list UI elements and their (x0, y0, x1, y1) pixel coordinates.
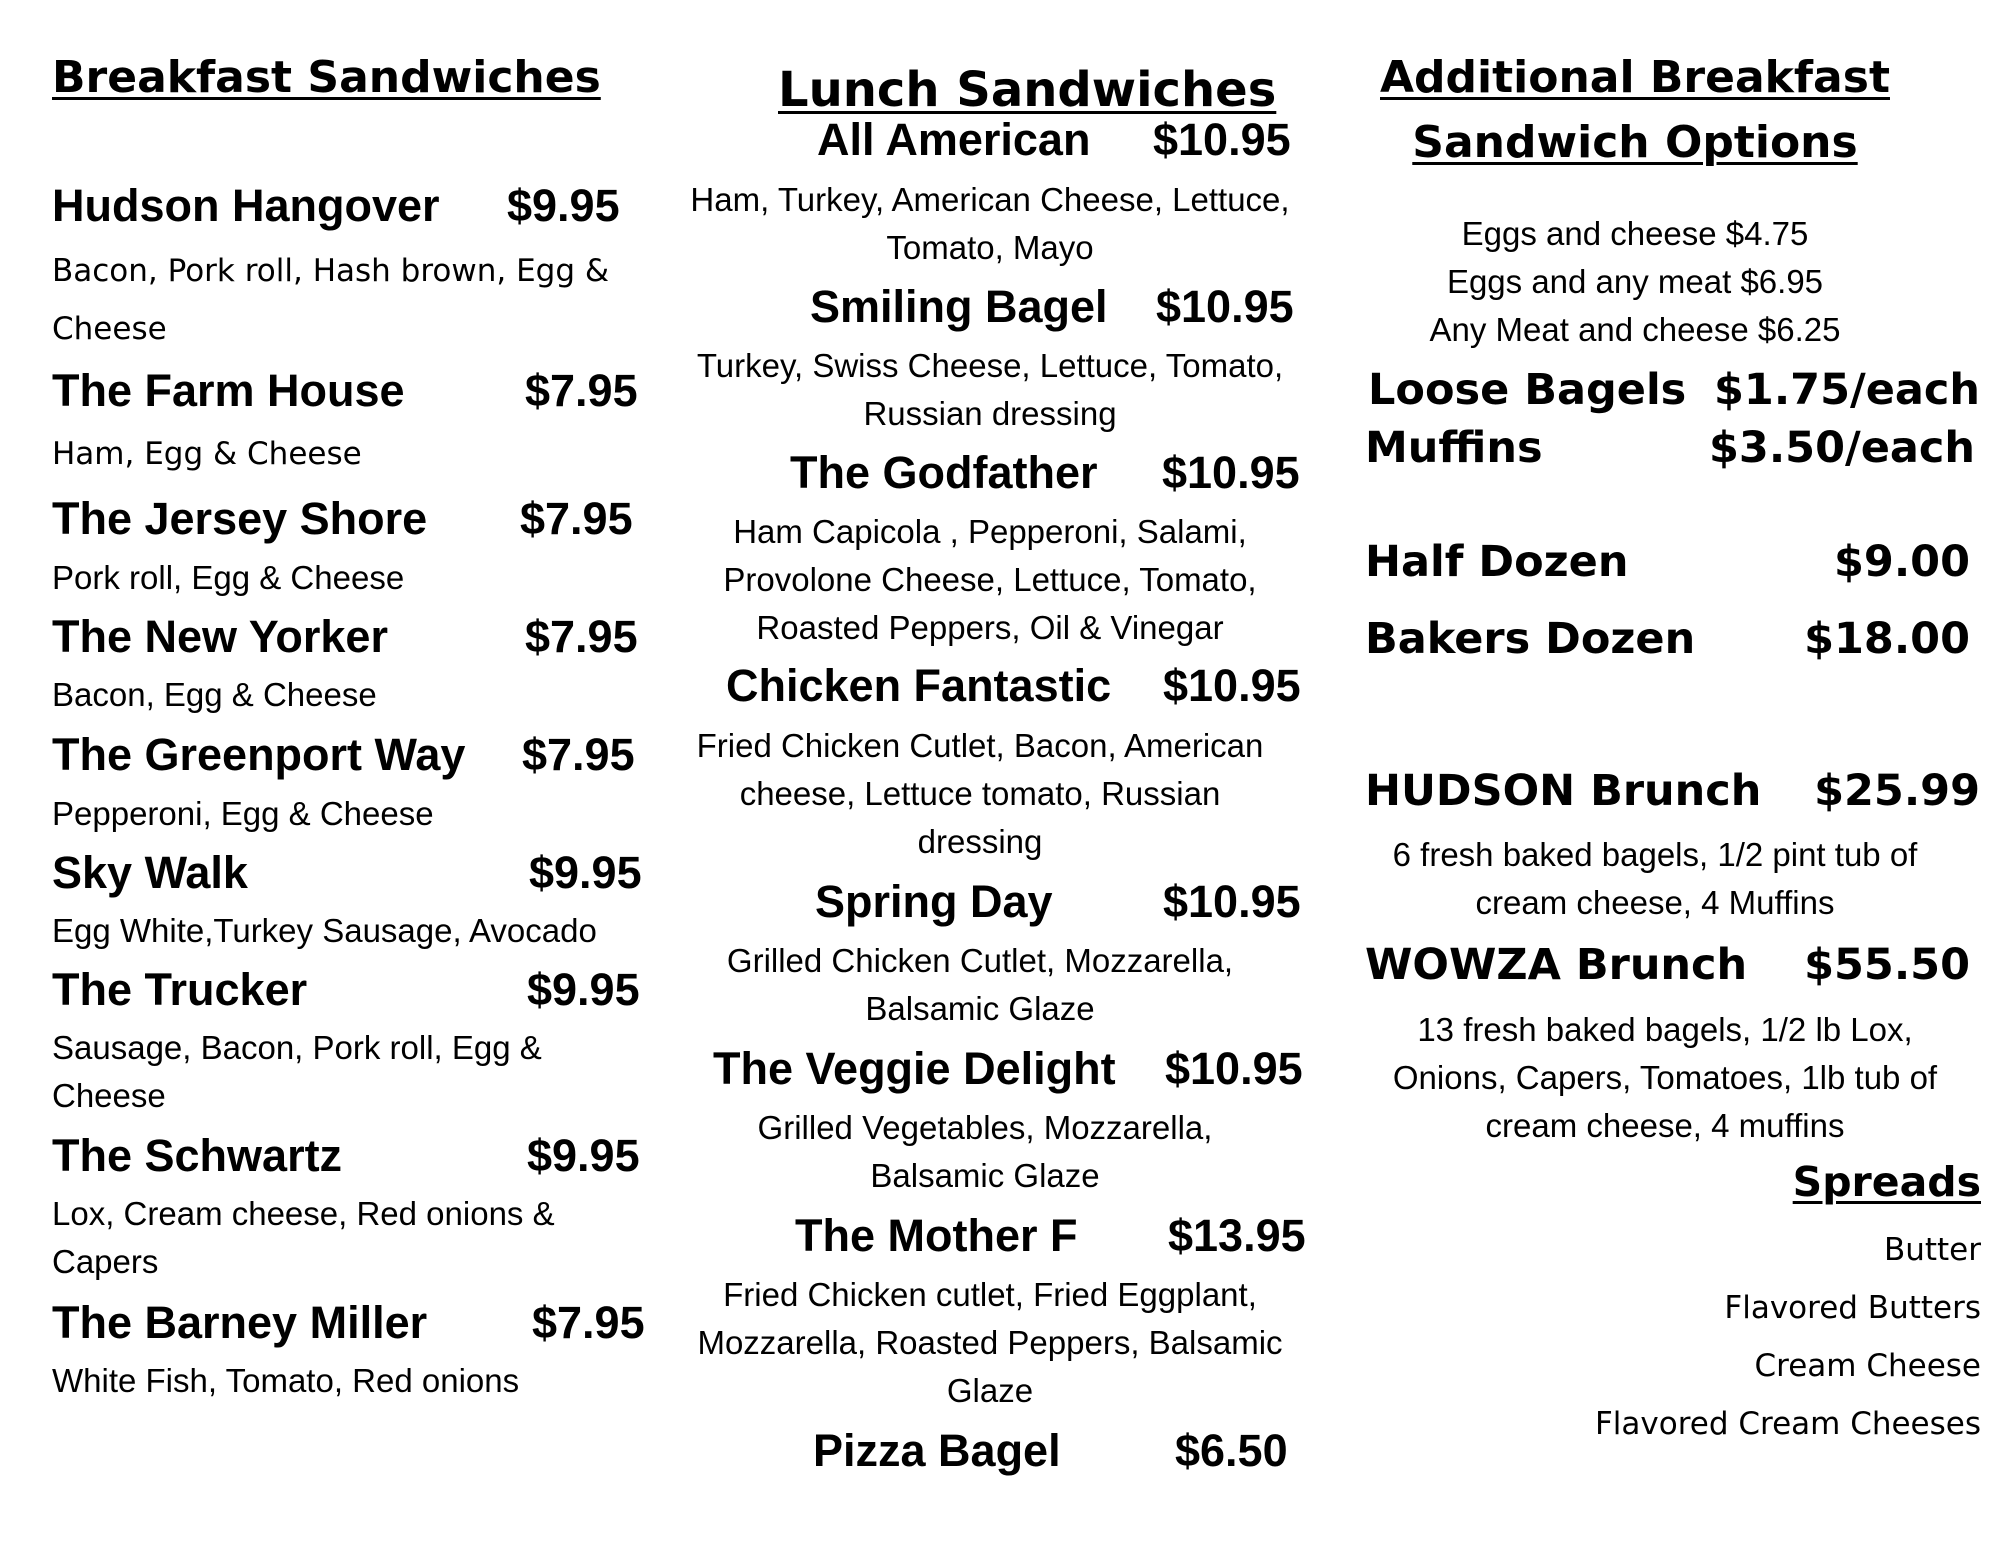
extra-name: Loose Bagels (1368, 365, 1687, 415)
extra-name: Bakers Dozen (1365, 614, 1696, 664)
item-name: Pizza Bagel (813, 1425, 1061, 1476)
extra-price: $1.75/each (1714, 365, 1980, 415)
item-name: The Farm House (52, 365, 405, 416)
item-description: Sausage, Bacon, Pork roll, Egg & Cheese (52, 1029, 542, 1114)
item-description: Fried Chicken cutlet, Fried Eggplant, Mozzarella, Roasted Peppers, Balsamic Glaze (697, 1276, 1283, 1409)
item-price: $7.95 (522, 729, 635, 780)
extra-price: $9.00 (1833, 537, 1970, 587)
item-description: Ham, Egg & Cheese (52, 436, 362, 472)
extra-name: Half Dozen (1365, 537, 1629, 587)
item-description: White Fish, Tomato, Red onions (52, 1362, 520, 1399)
item-name: All American (817, 114, 1091, 165)
item-name: Smiling Bagel (810, 281, 1108, 332)
option-line: Any Meat and cheese $6.25 (1429, 311, 1841, 348)
brunch-description: 6 fresh baked bagels, 1/2 pint tub of cream cheese, 4 Muffins (1392, 836, 1918, 921)
spread-item: Flavored Cream Cheeses (1594, 1406, 1981, 1442)
item-description: Bacon, Egg & Cheese (52, 676, 377, 713)
item-price: $10.95 (1163, 660, 1301, 711)
item-price: $10.95 (1165, 1043, 1303, 1094)
item-name: The Jersey Shore (52, 493, 428, 544)
item-price: $9.95 (527, 1130, 640, 1181)
brunch-price: $55.50 (1804, 940, 1970, 990)
spread-item: Flavored Butters (1724, 1290, 1981, 1326)
item-price: $10.95 (1162, 447, 1300, 498)
item-name: Chicken Fantastic (726, 660, 1112, 711)
spread-item: Cream Cheese (1754, 1348, 1981, 1384)
brunch-description: 13 fresh baked bagels, 1/2 lb Lox, Onions, Capers, Tomatoes, 1lb tub of cream cheese, 4 muffins (1392, 1011, 1938, 1144)
brunch-price: $25.99 (1814, 766, 1980, 816)
item-name: The Trucker (52, 964, 308, 1015)
additional-title-line2: Sandwich Options (1412, 117, 1858, 168)
brunch-name: WOWZA Brunch (1365, 940, 1748, 990)
item-description: Grilled Chicken Cutlet, Mozzarella, Balsamic Glaze (726, 942, 1234, 1027)
item-name: Spring Day (815, 876, 1053, 927)
additional-title-line1: Additional Breakfast (1380, 52, 1890, 103)
item-name: The New Yorker (52, 611, 388, 662)
item-description: Lox, Cream cheese, Red onions & Capers (52, 1195, 555, 1280)
option-line: Eggs and cheese $4.75 (1461, 215, 1809, 252)
item-name: The Mother F (795, 1210, 1078, 1261)
item-description: Fried Chicken Cutlet, Bacon, American cheese, Lettuce tomato, Russian dressing (696, 727, 1264, 860)
item-description: Turkey, Swiss Cheese, Lettuce, Tomato, Russian dressing (696, 347, 1284, 432)
item-description: Grilled Vegetables, Mozzarella, Balsamic Glaze (757, 1109, 1213, 1194)
breakfast-title: Breakfast Sandwiches (52, 52, 601, 103)
item-price: $10.95 (1163, 876, 1301, 927)
brunch-name: HUDSON Brunch (1365, 766, 1762, 816)
item-description: Bacon, Pork roll, Hash brown, Egg & Cheese (52, 253, 610, 347)
item-price: $13.95 (1168, 1210, 1306, 1261)
item-price: $9.95 (507, 180, 620, 231)
extra-name: Muffins (1365, 423, 1543, 473)
item-name: The Barney Miller (52, 1297, 428, 1348)
item-description: Pork roll, Egg & Cheese (52, 559, 405, 596)
item-description: Ham Capicola , Pepperoni, Salami, Provolone Cheese, Lettuce, Tomato, Roasted Peppers, Oil & Vinegar (723, 513, 1257, 646)
item-price: $9.95 (529, 847, 642, 898)
item-name: The Greenport Way (52, 729, 466, 780)
item-price: $7.95 (520, 493, 633, 544)
item-price: $7.95 (532, 1297, 645, 1348)
extra-price: $18.00 (1804, 614, 1970, 664)
spread-item: Butter (1883, 1232, 1981, 1268)
item-name: The Veggie Delight (713, 1043, 1116, 1094)
item-name: Hudson Hangover (52, 180, 440, 231)
spreads-title: Spreads (1792, 1158, 1981, 1206)
option-line: Eggs and any meat $6.95 (1446, 263, 1824, 300)
item-price: $9.95 (527, 964, 640, 1015)
item-price: $10.95 (1156, 281, 1294, 332)
item-price: $7.95 (525, 611, 638, 662)
item-price: $7.95 (525, 365, 638, 416)
item-name: The Schwartz (52, 1130, 343, 1181)
item-price: $10.95 (1153, 114, 1291, 165)
item-name: Sky Walk (52, 847, 248, 898)
item-description: Pepperoni, Egg & Cheese (52, 795, 434, 832)
item-description: Ham, Turkey, American Cheese, Lettuce, Tomato, Mayo (690, 181, 1290, 266)
item-name: The Godfather (790, 447, 1098, 498)
item-price: $6.50 (1175, 1425, 1288, 1476)
lunch-title: Lunch Sandwiches (778, 62, 1277, 118)
item-description: Egg White,Turkey Sausage, Avocado (52, 912, 597, 949)
extra-price: $3.50/each (1709, 423, 1975, 473)
